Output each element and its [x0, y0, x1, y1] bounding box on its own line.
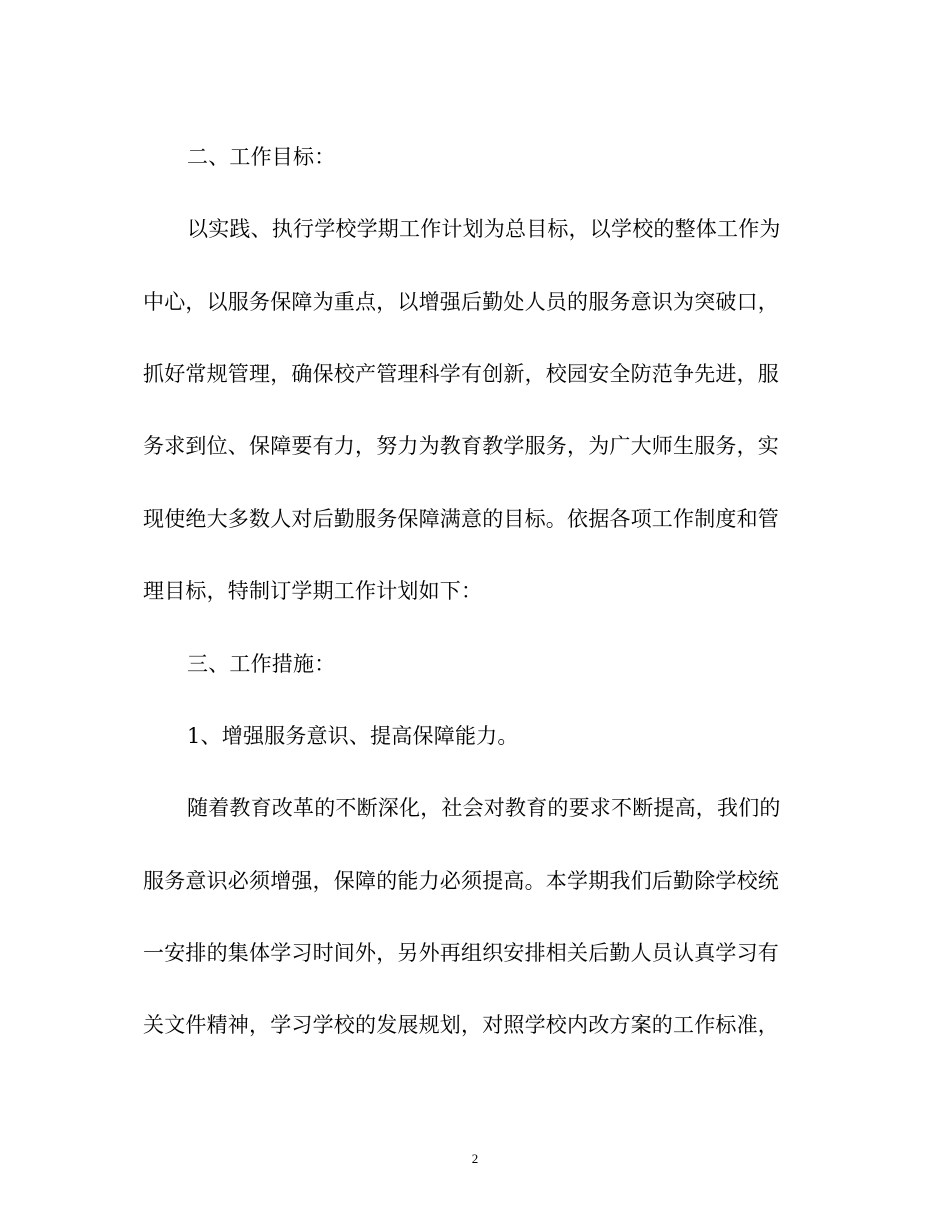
page-number: 2 [471, 1151, 479, 1166]
paragraph-line: 以实践、执行学校学期工作计划为总目标，以学校的整体工作为 [187, 217, 781, 241]
paragraph-line: 关文件精神，学习学校的发展规划，对照学校内改方案的工作标准， [143, 1013, 779, 1037]
paragraph-line: 理目标，特制订学期工作计划如下： [143, 579, 483, 603]
subheading-service-awareness: 1、增强服务意识、提高保障能力。 [187, 724, 519, 748]
paragraph-line: 服务意识必须增强，保障的能力必须提高。本学期我们后勤除学校统 [143, 869, 779, 893]
paragraph-line: 务求到位、保障要有力，努力为教育教学服务，为广大师生服务，实 [143, 434, 779, 458]
paragraph-line: 现使绝大多数人对后勤服务保障满意的目标。依据各项工作制度和管 [143, 507, 779, 531]
paragraph-line: 抓好常规管理，确保校产管理科学有创新，校园安全防范争先进，服 [143, 362, 779, 386]
section-heading-goals: 二、工作目标： [187, 145, 336, 169]
section-heading-measures: 三、工作措施： [187, 652, 336, 676]
paragraph-line: 中心，以服务保障为重点，以增强后勤处人员的服务意识为突破口， [143, 290, 779, 314]
paragraph-line: 一安排的集体学习时间外，另外再组织安排相关后勤人员认真学习有 [143, 941, 779, 965]
paragraph-line: 随着教育改革的不断深化，社会对教育的要求不断提高，我们的 [187, 796, 781, 820]
